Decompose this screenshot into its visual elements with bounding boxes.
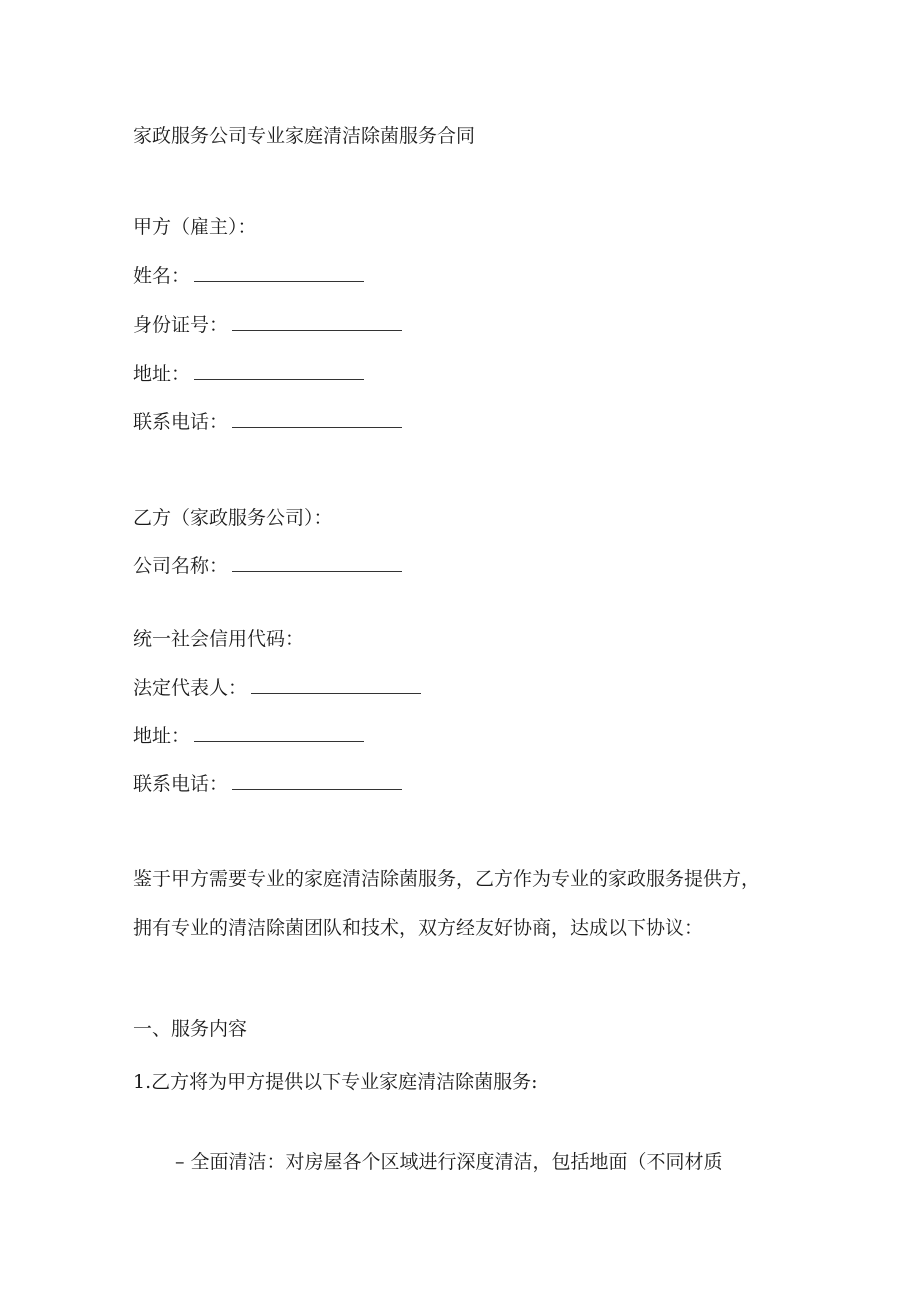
phone-blank: [232, 409, 402, 428]
section-item: 1.乙方将为甲方提供以下专业家庭清洁除菌服务:: [133, 1071, 538, 1093]
name-blank: [194, 263, 364, 282]
field-label: 联系电话：: [133, 411, 229, 433]
legal-rep-blank: [251, 675, 421, 694]
company-blank: [232, 553, 402, 572]
party-b-address-field: [133, 723, 364, 749]
field-label: 地址：: [133, 363, 191, 385]
field-label: 地址：: [133, 725, 191, 747]
field-label: 联系电话：: [133, 773, 229, 795]
field-label: 公司名称：: [133, 555, 229, 577]
party-b-legal-rep-field: [133, 675, 421, 701]
field-label: 法定代表人：: [133, 677, 248, 699]
section-heading: 一、服务内容: [133, 1018, 248, 1040]
party-b-phone-field: [133, 771, 402, 797]
party-b-heading: 乙方（家政服务公司）：: [133, 507, 333, 529]
party-a-id-field: [133, 312, 402, 338]
address-blank: [194, 723, 364, 742]
preamble-line: 拥有专业的清洁除菌团队和技术，双方经友好协商，达成以下协议：: [133, 917, 704, 939]
party-a-address-field: [133, 361, 364, 387]
field-label: 身份证号：: [133, 314, 229, 336]
party-a-phone-field: [133, 409, 402, 435]
document-title: 家政服务公司专业家庭清洁除菌服务合同: [133, 125, 476, 147]
id-blank: [232, 312, 402, 331]
field-label: 姓名：: [133, 265, 191, 287]
phone-blank: [232, 771, 402, 790]
section-bullet: – 全面清洁：对房屋各个区域进行深度清洁，包括地面（不同材质: [175, 1151, 723, 1173]
party-b-company-field: [133, 553, 402, 579]
party-a-name-field: [133, 263, 364, 289]
party-a-heading: 甲方（雇主）：: [133, 216, 257, 238]
address-blank: [194, 361, 364, 380]
party-b-credit-code: 统一社会信用代码：: [133, 628, 305, 650]
preamble-line: 鉴于甲方需要专业的家庭清洁除菌服务，乙方作为专业的家政服务提供方，: [133, 868, 761, 890]
